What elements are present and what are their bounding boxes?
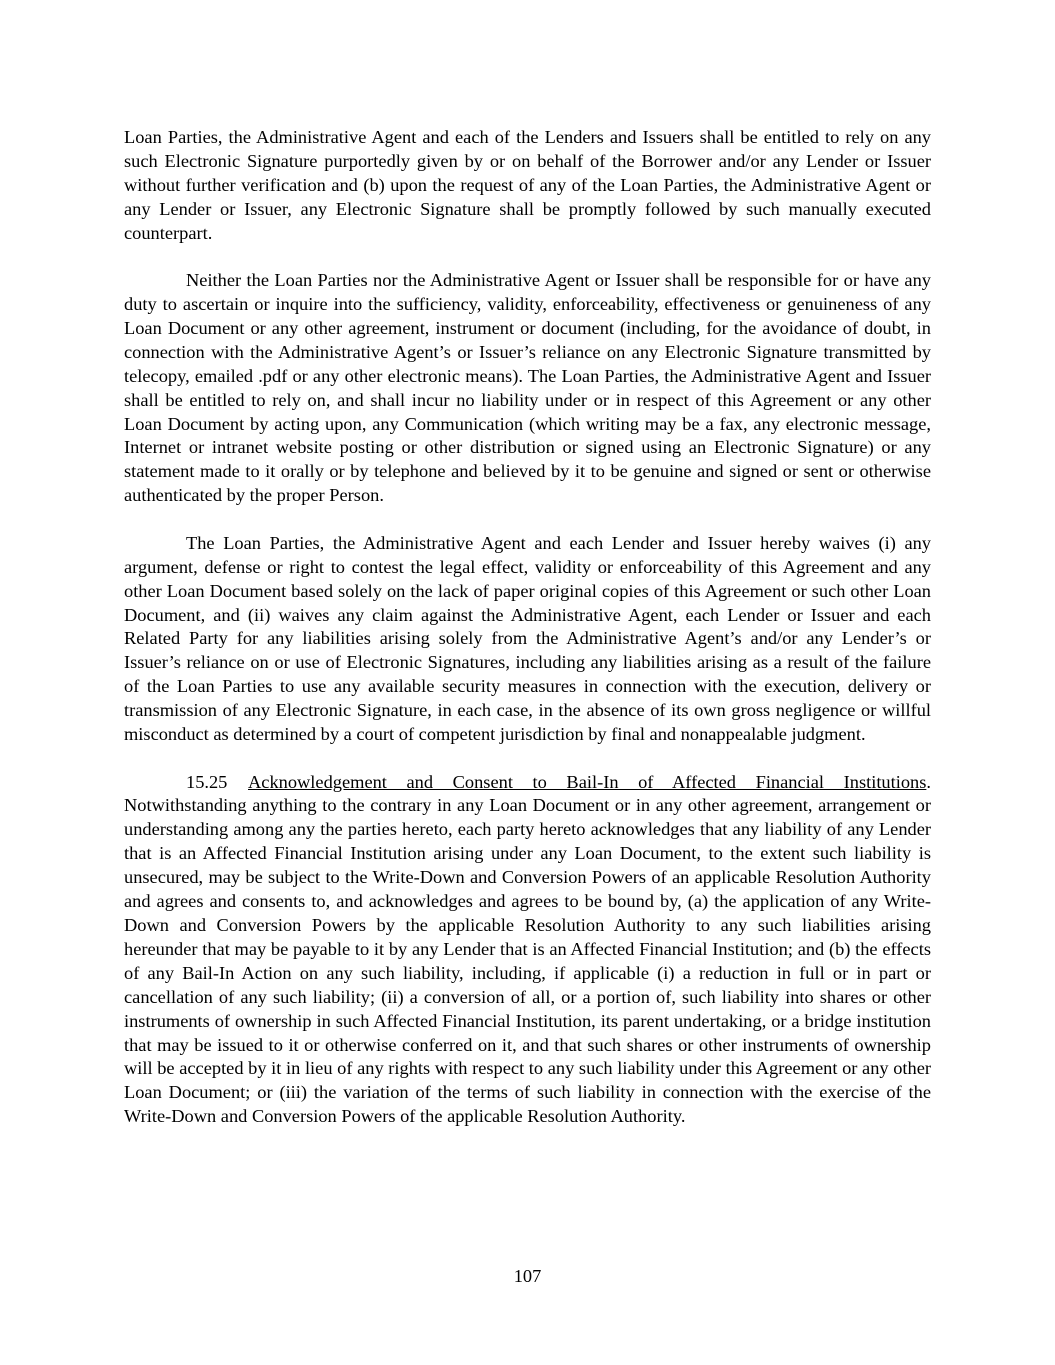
section-title: Acknowledgement and Consent to Bail-In of Affected Financial Institutions (248, 771, 927, 792)
paragraph-electronic-signature-reliance: Loan Parties, the Administrative Agent and each of the Lenders and Issuers shall be entitled to rely on any such Electronic Signature purportedly given by or on behalf of the Borrower and/or any Lender or Issuer without further verification and (b) upon the request of any of the Loan Parties, the Administrative Agent or any Lender or Issuer, any Electronic Signature shall be promptly followed by such manually executed counterpart. (124, 127, 931, 243)
paragraph-no-responsibility: Neither the Loan Parties nor the Administrative Agent or Issuer shall be responsible for or have any duty to ascertain or inquire into the sufficiency, validity, enforceability, effectiveness or genuineness of any Loan Document or any other agreement, instrument or document (including, for the avoidance of doubt, in connection with the Administrative Agent’s or Issuer’s reliance on any Electronic Signature transmitted by telecopy, emailed .pdf or any other electronic means). The Loan Parties, the Administrative Agent and Issuer shall be entitled to rely on, and shall incur no liability under or in respect of this Agreement or any other Loan Document by acting upon, any Communication (which writing may be a fax, any electronic message, Internet or intranet website posting or other distribution or signed using an Electronic Signature) or any statement made to it orally or by telephone and believed by it to be genuine and signed or sent or otherwise authenticated by the proper Person. (124, 270, 931, 506)
section-number: 15.25 (186, 771, 228, 792)
section-title-suffix: . (926, 771, 931, 792)
section-body: Notwithstanding anything to the contrary in any Loan Document or in any other agreement, arrangement or understanding among any the parties hereto, each party hereto acknowledges that any liability of any Lender that is an Affected Financial Institution arising under any Loan Document, to the extent such liability is unsecured, may be subject to the Write-Down and Conversion Powers of an applicable Resolution Authority and agrees and consents to, and acknowledges and agrees to be bound by, (a) the application of any Write-Down and Conversion Powers by the applicable Resolution Authority to any such liabilities arising hereunder that may be payable to it by any Lender that is an Affected Financial Institution; and (b) the effects of any Bail-In Action on any such liability, including, if applicable (i) a reduction in full or in part or cancellation of any such liability; (ii) a conversion of all, or a portion of, such liability into shares or other instruments of ownership in such Affected Financial Institution, its parent undertaking, or a bridge institution that may be issued to it or otherwise conferred on it, and that such shares or other instruments of ownership will be accepted by it in lieu of any rights with respect to any such liability under this Agreement or any other Loan Document; or (iii) the variation of the terms of such liability in connection with the exercise of the Write-Down and Conversion Powers of the applicable Resolution Authority. (124, 795, 931, 1127)
paragraph-waiver: The Loan Parties, the Administrative Agent and each Lender and Issuer hereby waives (i) any argument, defense or right to contest the legal effect, validity or enforceability of this Agreement and any other Loan Document based solely on the lack of paper original copies of this Agreement or such other Loan Document, and (ii) waives any claim against the Administrative Agent, each Lender or Issuer and each Related Party for any liabilities arising solely from the Administrative Agent’s and/or any Lender’s or Issuer’s reliance on or use of Electronic Signatures, including any liabilities arising as a result of the failure of the Loan Parties to use any available security measures in connection with the execution, delivery or transmission of any Electronic Signature, in each case, in the absence of its own gross negligence or willful misconduct as determined by a court of competent jurisdiction by final and nonappealable judgment. (124, 532, 931, 745)
section-15-25-paragraph (124, 771, 931, 1130)
page-number: 107 (513, 1266, 542, 1286)
document-page (124, 126, 931, 1153)
